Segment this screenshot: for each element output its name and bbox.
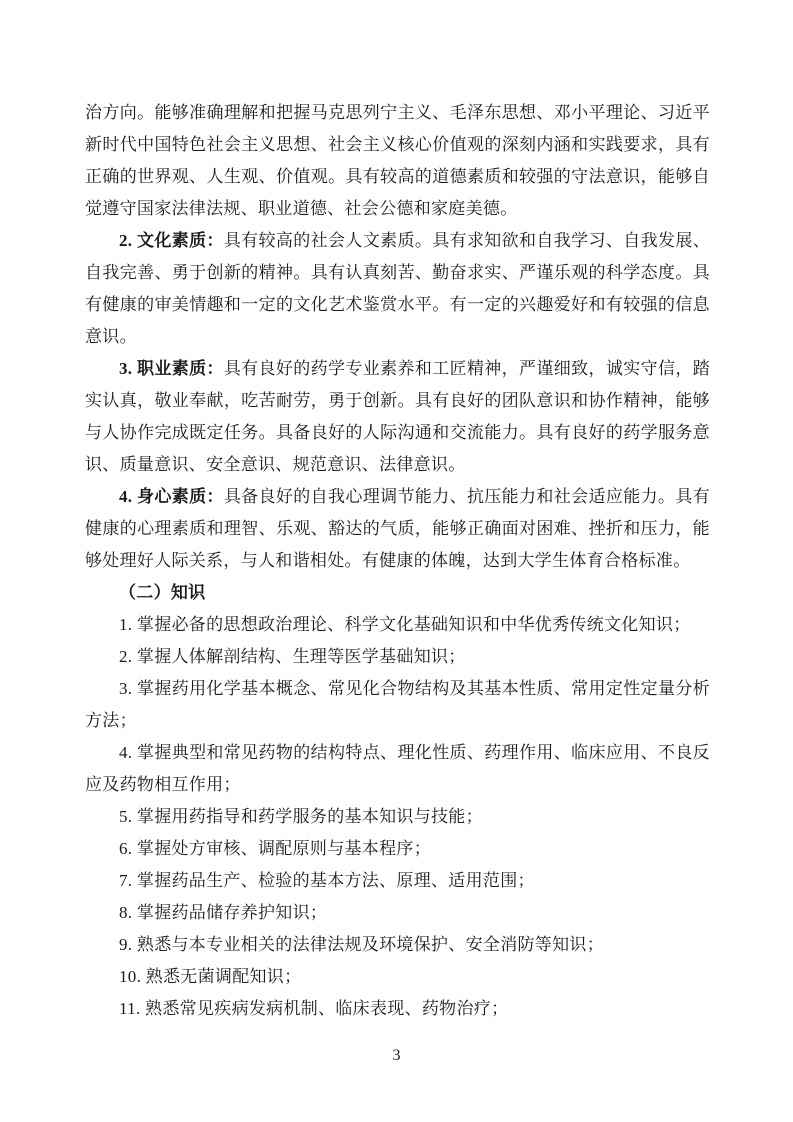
- paragraph-political-quality-continuation: [85, 97, 710, 225]
- paragraph-cultural-quality: [85, 225, 710, 353]
- paragraph-physical-mental-quality: [85, 481, 710, 577]
- paragraph-label-cultural-quality: 2. 文化素质：: [119, 231, 224, 250]
- knowledge-item-3: 3. 掌握药用化学基本概念、常见化合物结构及其基本性质、常用定性定量分析方法；: [85, 679, 710, 730]
- paragraph-label-physical-mental-quality: 4. 身心素质：: [119, 487, 224, 506]
- knowledge-item-7: 7. 掌握药品生产、检验的基本方法、原理、适用范围；: [119, 871, 535, 890]
- paragraph-text: 具有良好的药学专业素养和工匠精神，严谨细致，诚实守信，踏实认真，敬业奉献，吃苦耐劳，勇于创新。具有良好的团队意识和协作精神，能够与人协作完成既定任务。具备良好的人际沟通和交流能力。具有良好的药学服务意识、质量意识、安全意识、规范意识、法律意识。: [85, 359, 711, 474]
- paragraph-text: 具备良好的自我心理调节能力、抗压能力和社会适应能力。具有健康的心理素质和理智、乐观、豁达的气质，能够正确面对困难、挫折和压力，能够处理好人际关系，与人和谐相处。有健康的体魄，达到大学生体育合格标准。: [85, 487, 711, 570]
- paragraph-text: 治方向。能够准确理解和把握马克思列宁主义、毛泽东思想、邓小平理论、习近平新时代中国特色社会主义思想、社会主义核心价值观的深刻内涵和实践要求，具有正确的世界观、人生观、价值观。具有较高的道德素质和较强的守法意识，能够自觉遵守国家法律法规、职业道德、社会公德和家庭美德。: [85, 103, 710, 218]
- section-heading-knowledge: （二）知识: [119, 583, 206, 602]
- knowledge-item-5: 5. 掌握用药指导和药学服务的基本知识与技能；: [119, 807, 483, 826]
- page-number: 3: [392, 1047, 401, 1064]
- knowledge-item-9: 9. 熟悉与本专业相关的法律法规及环境保护、安全消防等知识；: [119, 935, 604, 954]
- document-body: [85, 97, 710, 1025]
- paragraph-text: 具有较高的社会人文素质。具有求知欲和自我学习、自我发展、自我完善、勇于创新的精神。具有认真刻苦、勤奋求实、严谨乐观的科学态度。具有健康的审美情趣和一定的文化艺术鉴赏水平。有一定的兴趣爱好和有较强的信息意识。: [85, 231, 711, 346]
- knowledge-item-8: 8. 掌握药品储存养护知识；: [119, 903, 328, 922]
- knowledge-item-4: 4. 掌握典型和常见药物的结构特点、理化性质、药理作用、临床应用、不良反应及药物相互作用；: [85, 743, 710, 794]
- knowledge-item-10: 10. 熟悉无菌调配知识；: [119, 967, 302, 986]
- knowledge-item-2: 2. 掌握人体解剖结构、生理等医学基础知识；: [119, 647, 466, 666]
- knowledge-item-11: 11. 熟悉常见疾病发病机制、临床表现、药物治疗；: [119, 999, 509, 1018]
- paragraph-label-professional-quality: 3. 职业素质：: [119, 359, 224, 378]
- knowledge-item-6: 6. 掌握处方审核、调配原则与基本程序；: [119, 839, 431, 858]
- paragraph-professional-quality: [85, 353, 710, 481]
- knowledge-item-1: 1. 掌握必备的思想政治理论、科学文化基础知识和中华优秀传统文化知识；: [119, 615, 691, 634]
